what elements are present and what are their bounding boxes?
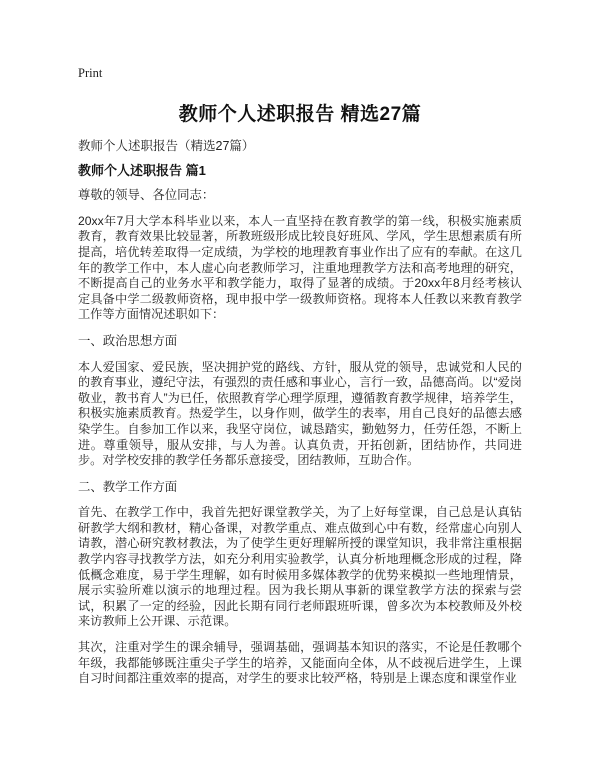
article-heading: 教师个人述职报告 篇1: [78, 162, 206, 178]
section-heading-politics: 一、政治思想方面: [78, 333, 178, 348]
teaching-paragraph-second: 其次，注重对学生的课余辅导，强调基础，强调基本知识的落实，不论是任教哪个年级，我都能够既注重尖子学生的培养，又能面向全体，从不歧视后进学生，上课自习时间都注重效率的提高，对学生的要求比较严格，特别是上课态度和课堂作业: [78, 640, 522, 686]
politics-paragraph: 本人爱国家、爱民族，坚决拥护党的路线、方针，服从党的领导，忠诚党和人民的的教育事业，遵纪守法，有强烈的责任感和事业心，言行一致，品德高尚。以“爱岗敬业，教书育人”为已任，依照教育学心理学原理，遵循教育教学规律，培养学生，积极实施素质教育。热爱学生，以身作则，做学生的表率，用自己良好的品德去感染学生。自参加工作以来，我坚守岗位，诚恳踏实，勤勉努力，任劳任怨，不断上进。尊重领导，服从安排，与人为善。认真负责，开拓创新，团结协作，共同进步。对学校安排的教学任务都乐意接受，团结教师，互助合作。: [78, 359, 522, 468]
page-title: 教师个人述职报告 精选27篇: [178, 104, 422, 125]
intro-paragraph: 20xx年7月大学本科毕业以来，本人一直坚持在教育教学的第一线，积极实施素质教育，教育效果比较显著，所教班级形成比较良好班风、学风，学生思想素质有所提高，培优转差取得一定成绩，为学校的地理教育事业作出了应有的奉献。在这几年的教学工作中，本人虚心向老教师学习，注重地理教学方法和高考地理的研究，不断提高自己的业务水平和教学能力，取得了显著的成绩。于20xx年8月经考核认定具备中学二级教师资格，现申报中学一级教师资格。现将本人任教以来教育教学工作等方面情况述职如下：: [78, 213, 522, 322]
section-heading-teaching: 二、教学工作方面: [78, 479, 178, 494]
doc-subtitle: 教师个人述职报告（精选27篇）: [78, 139, 255, 153]
salutation-line: 尊敬的领导、各位同志：: [78, 188, 215, 203]
print-link[interactable]: Print: [78, 66, 103, 80]
teaching-paragraph-first: 首先、在教学工作中，我首先把好课堂教学关，为了上好每堂课，自己总是认真钻研教学大纲和教材，精心备课，对教学重点、难点做到心中有数，经常虚心向别人请教，潜心研究教材教法，为了使学生更好理解所授的课堂知识，我非常注重根据教学内容寻找教学方法，如充分利用实验教学，认真分析地理概念形成的过程，降低概念难度，易于学生理解，如有时候用多媒体教学的优势来模拟一些地理情景，展示实验所难以演示的地理过程。因为我长期从事新的课堂教学方法的探索与尝试，积累了一定的经验，因此长期有同行老师跟班听课，曾多次为本校教师及外校来访教师上公开课、示范课。: [78, 505, 522, 629]
